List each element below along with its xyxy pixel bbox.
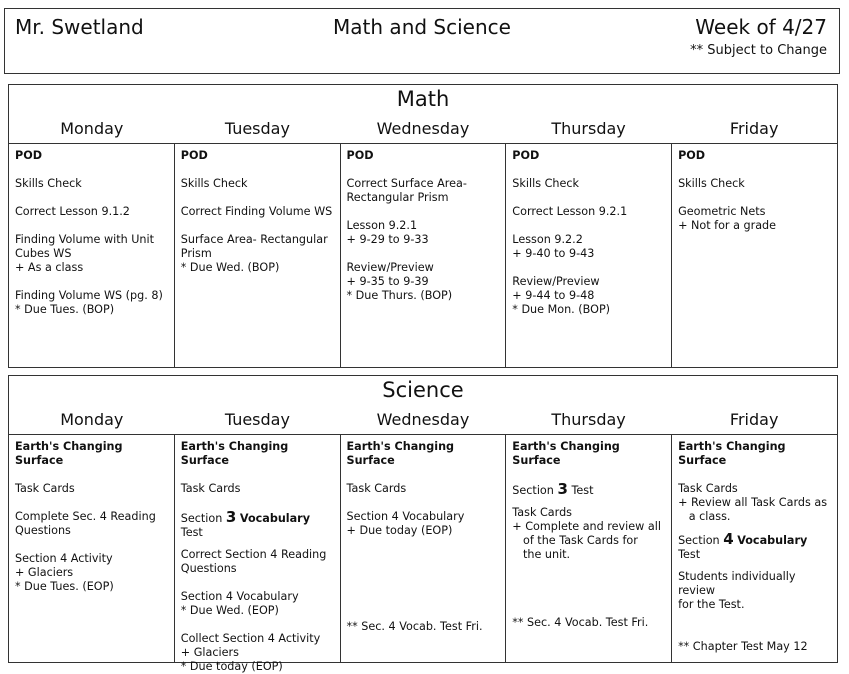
entry: ** Sec. 4 Vocab. Test Fri.	[512, 616, 649, 629]
subject-note: ** Subject to Change	[690, 43, 827, 58]
entry: the unit.	[512, 548, 571, 561]
entry-text: Test	[180, 526, 203, 539]
pod-heading: POD	[180, 149, 208, 162]
entry-text: Test	[571, 484, 594, 497]
entry: Students individually review	[678, 570, 800, 597]
science-day-thursday: Thursday	[551, 410, 626, 429]
entry: Skills Check	[180, 177, 248, 190]
entry-text: Section	[180, 512, 223, 525]
science-columns	[8, 434, 838, 673]
entry: * Due Wed. (BOP)	[180, 261, 280, 274]
science-day-friday: Friday	[729, 410, 779, 429]
entry: Review/Preview	[512, 275, 600, 288]
science-col-tuesday	[174, 434, 341, 673]
section-test-entry	[181, 510, 334, 540]
entry: + Due today (EOP)	[346, 524, 453, 537]
entry: Finding Volume with Unit	[15, 233, 155, 246]
entry: + Complete and review all	[512, 520, 661, 533]
math-day-friday: Friday	[729, 119, 779, 138]
entry: Skills Check	[15, 177, 82, 190]
header-box	[4, 8, 840, 74]
entry: Questions	[180, 562, 237, 575]
entry: Correct Lesson 9.2.1	[512, 205, 628, 218]
topic-heading: Earth's Changing Surface	[678, 440, 790, 467]
math-day-headers	[9, 115, 837, 143]
pod-heading: POD	[15, 149, 42, 162]
math-day-thursday: Thursday	[551, 119, 626, 138]
entry: Task Cards	[346, 482, 407, 495]
math-col-monday	[8, 143, 175, 368]
topic-heading: Earth's Changing Surface	[15, 440, 127, 467]
math-day-tuesday: Tuesday	[224, 119, 290, 138]
entry: * Due Tues. (EOP)	[15, 580, 114, 593]
entry-bold-text: Vocabulary	[239, 512, 310, 525]
section-number: 4	[723, 530, 734, 548]
entry: Surface Area- Rectangular	[180, 233, 328, 246]
entry: Section 4 Vocabulary	[180, 590, 299, 603]
entry: * Due Thurs. (BOP)	[346, 289, 453, 302]
math-col-thursday	[505, 143, 672, 368]
page-title: Math and Science	[333, 15, 511, 39]
topic-heading: Earth's Changing Surface	[180, 440, 293, 467]
math-section	[8, 84, 838, 368]
entry: Correct Finding Volume WS	[180, 205, 333, 218]
topic-heading: Earth's Changing Surface	[346, 440, 458, 467]
pod-heading: POD	[512, 149, 540, 162]
entry: Task Cards	[678, 482, 738, 495]
entry: * Due Tues. (BOP)	[15, 303, 115, 316]
science-day-headers	[9, 406, 837, 434]
entry: Section 4 Vocabulary	[346, 510, 465, 523]
math-day-monday: Monday	[60, 119, 124, 138]
entry: + 9-44 to 9-48	[512, 289, 595, 302]
entry: Skills Check	[678, 177, 745, 190]
math-col-wednesday	[340, 143, 507, 368]
entry: Finding Volume WS (pg. 8)	[15, 289, 163, 302]
entry: + 9-29 to 9-33	[346, 233, 429, 246]
math-col-tuesday	[174, 143, 341, 368]
topic-heading: Earth's Changing Surface	[512, 440, 624, 467]
entry: Section 4 Activity	[15, 552, 113, 565]
section-number: 3	[225, 508, 237, 526]
entry: Correct Surface Area-	[346, 177, 467, 190]
entry: Questions	[15, 524, 71, 537]
pod-heading: POD	[346, 149, 374, 162]
entry: + As a class	[15, 261, 84, 274]
science-day-tuesday: Tuesday	[224, 410, 290, 429]
entry: + 9-35 to 9-39	[346, 275, 429, 288]
entry: ** Sec. 4 Vocab. Test Fri.	[346, 620, 483, 633]
science-col-monday	[8, 434, 175, 663]
pod-heading: POD	[678, 149, 706, 162]
entry: * Due Wed. (EOP)	[180, 604, 279, 617]
entry: Task Cards	[15, 482, 75, 495]
entry-text: Test	[678, 548, 701, 561]
teacher-name: Mr. Swetland	[15, 15, 144, 39]
section-number: 3	[557, 480, 568, 498]
entry: Rectangular Prism	[346, 191, 449, 204]
week-label: Week of 4/27	[695, 15, 827, 39]
science-col-friday	[671, 434, 838, 663]
entry: * Due today (EOP)	[180, 660, 283, 673]
entry: Geometric Nets	[678, 205, 766, 218]
entry-text: Section	[678, 534, 720, 547]
entry: Task Cards	[180, 482, 241, 495]
science-col-wednesday	[340, 434, 507, 663]
entry: a class.	[678, 510, 731, 523]
science-col-thursday	[505, 434, 672, 663]
entry: + Review all Task Cards as	[678, 496, 828, 509]
entry: Lesson 9.2.1	[346, 219, 418, 232]
entry: + Glaciers	[180, 646, 239, 659]
entry: Correct Section 4 Reading	[180, 548, 327, 561]
entry: Complete Sec. 4 Reading	[15, 510, 156, 523]
entry: Lesson 9.2.2	[512, 233, 583, 246]
entry: + Not for a grade	[678, 219, 777, 232]
entry: Prism	[180, 247, 212, 260]
math-title: Math	[396, 87, 450, 111]
entry-text: Section	[512, 484, 554, 497]
entry: Collect Section 4 Activity	[180, 632, 321, 645]
entry: + Glaciers	[15, 566, 74, 579]
entry: Review/Preview	[346, 261, 434, 274]
entry: Correct Lesson 9.1.2	[15, 205, 130, 218]
science-section	[8, 375, 838, 673]
entry: Skills Check	[512, 177, 580, 190]
math-day-wednesday: Wednesday	[376, 119, 470, 138]
science-day-wednesday: Wednesday	[376, 410, 470, 429]
math-columns	[8, 143, 838, 368]
entry: Task Cards	[512, 506, 572, 519]
entry: of the Task Cards for	[512, 534, 638, 547]
science-title: Science	[382, 378, 464, 402]
section-test-entry	[678, 532, 831, 562]
entry: * Due Mon. (BOP)	[512, 303, 611, 316]
entry: for the Test.	[678, 598, 745, 611]
entry-bold-text: Vocabulary	[737, 534, 808, 547]
entry: + 9-40 to 9-43	[512, 247, 595, 260]
science-day-monday: Monday	[60, 410, 124, 429]
entry: ** Chapter Test May 12	[678, 640, 808, 653]
section-test-entry	[512, 482, 665, 498]
entry: Cubes WS	[15, 247, 72, 260]
math-col-friday	[671, 143, 838, 368]
